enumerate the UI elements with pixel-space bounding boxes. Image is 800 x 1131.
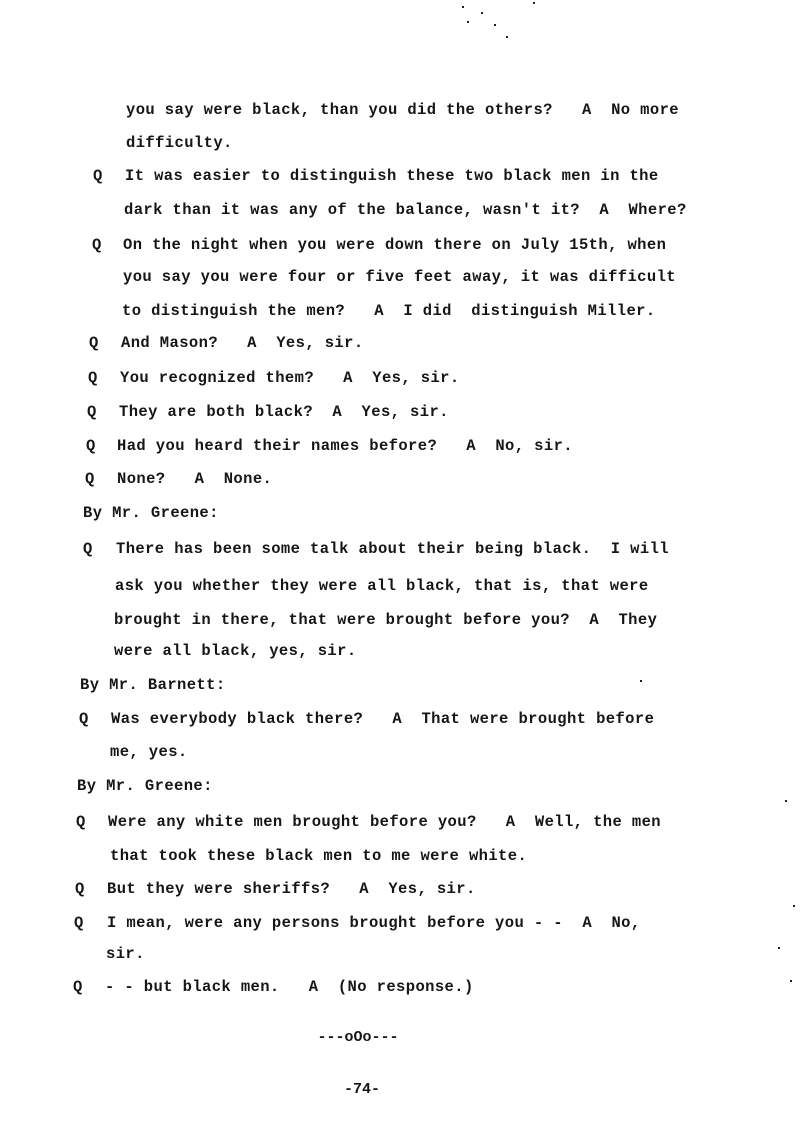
- question-text: - - but black men. A (No response.): [105, 978, 474, 996]
- transcript-line: brought in there, that were brought before you? A They: [114, 611, 658, 629]
- scan-speck: [481, 12, 483, 14]
- scan-speck: [467, 21, 469, 23]
- question-text: It was easier to distinguish these two black men in the: [125, 167, 659, 185]
- question-marker: Q: [87, 403, 97, 421]
- scan-speck: [506, 36, 508, 38]
- transcript-line: you say were black, than you did the others? A No more: [126, 101, 679, 119]
- question-marker: Q: [79, 710, 89, 728]
- question-text: They are both black? A Yes, sir.: [119, 403, 449, 421]
- question-marker: Q: [85, 470, 95, 488]
- scan-speck: [793, 905, 795, 907]
- transcript-line: me, yes.: [110, 743, 188, 761]
- transcript-line: that took these black men to me were white.: [110, 847, 528, 865]
- examiner-heading: By Mr. Greene:: [77, 777, 213, 795]
- question-marker: Q: [83, 540, 93, 558]
- transcript-line: to distinguish the men? A I did distinguish Miller.: [122, 302, 656, 320]
- question-marker: Q: [86, 437, 96, 455]
- transcript-line: you say you were four or five feet away, it was difficult: [123, 268, 676, 286]
- scan-speck: [533, 2, 535, 4]
- section-break: ---oOo---: [317, 1029, 399, 1046]
- transcript-line: ask you whether they were all black, that is, that were: [115, 577, 649, 595]
- question-text: Was everybody black there? A That were brought before: [111, 710, 655, 728]
- scan-speck: [785, 800, 787, 802]
- question-marker: Q: [74, 914, 84, 932]
- question-text: There has been some talk about their being black. I will: [116, 540, 669, 558]
- transcript-line: dark than it was any of the balance, wasn't it? A Where?: [124, 201, 687, 219]
- question-marker: Q: [88, 369, 98, 387]
- question-text: On the night when you were down there on July 15th, when: [123, 236, 667, 254]
- transcript-line: were all black, yes, sir.: [114, 642, 357, 660]
- scan-speck: [790, 980, 792, 982]
- question-marker: Q: [93, 167, 103, 185]
- question-marker: Q: [75, 880, 85, 898]
- question-text: I mean, were any persons brought before you - - A No,: [107, 914, 641, 932]
- question-marker: Q: [89, 334, 99, 352]
- question-text: Had you heard their names before? A No, sir.: [117, 437, 573, 455]
- scan-speck: [462, 6, 464, 8]
- transcript-line: sir.: [106, 945, 145, 963]
- examiner-heading: By Mr. Barnett:: [80, 676, 226, 694]
- question-marker: Q: [76, 813, 86, 831]
- question-text: None? A None.: [117, 470, 273, 488]
- scan-speck: [778, 947, 780, 949]
- scan-speck: [494, 24, 496, 26]
- question-text: But they were sheriffs? A Yes, sir.: [107, 880, 476, 898]
- examiner-heading: By Mr. Greene:: [83, 504, 219, 522]
- question-marker: Q: [92, 236, 102, 254]
- scan-speck: [640, 680, 642, 682]
- question-marker: Q: [73, 978, 83, 996]
- question-text: You recognized them? A Yes, sir.: [120, 369, 460, 387]
- question-text: And Mason? A Yes, sir.: [121, 334, 364, 352]
- question-text: Were any white men brought before you? A Well, the men: [108, 813, 661, 831]
- page-number: -74-: [343, 1081, 380, 1098]
- transcript-line: difficulty.: [126, 134, 233, 152]
